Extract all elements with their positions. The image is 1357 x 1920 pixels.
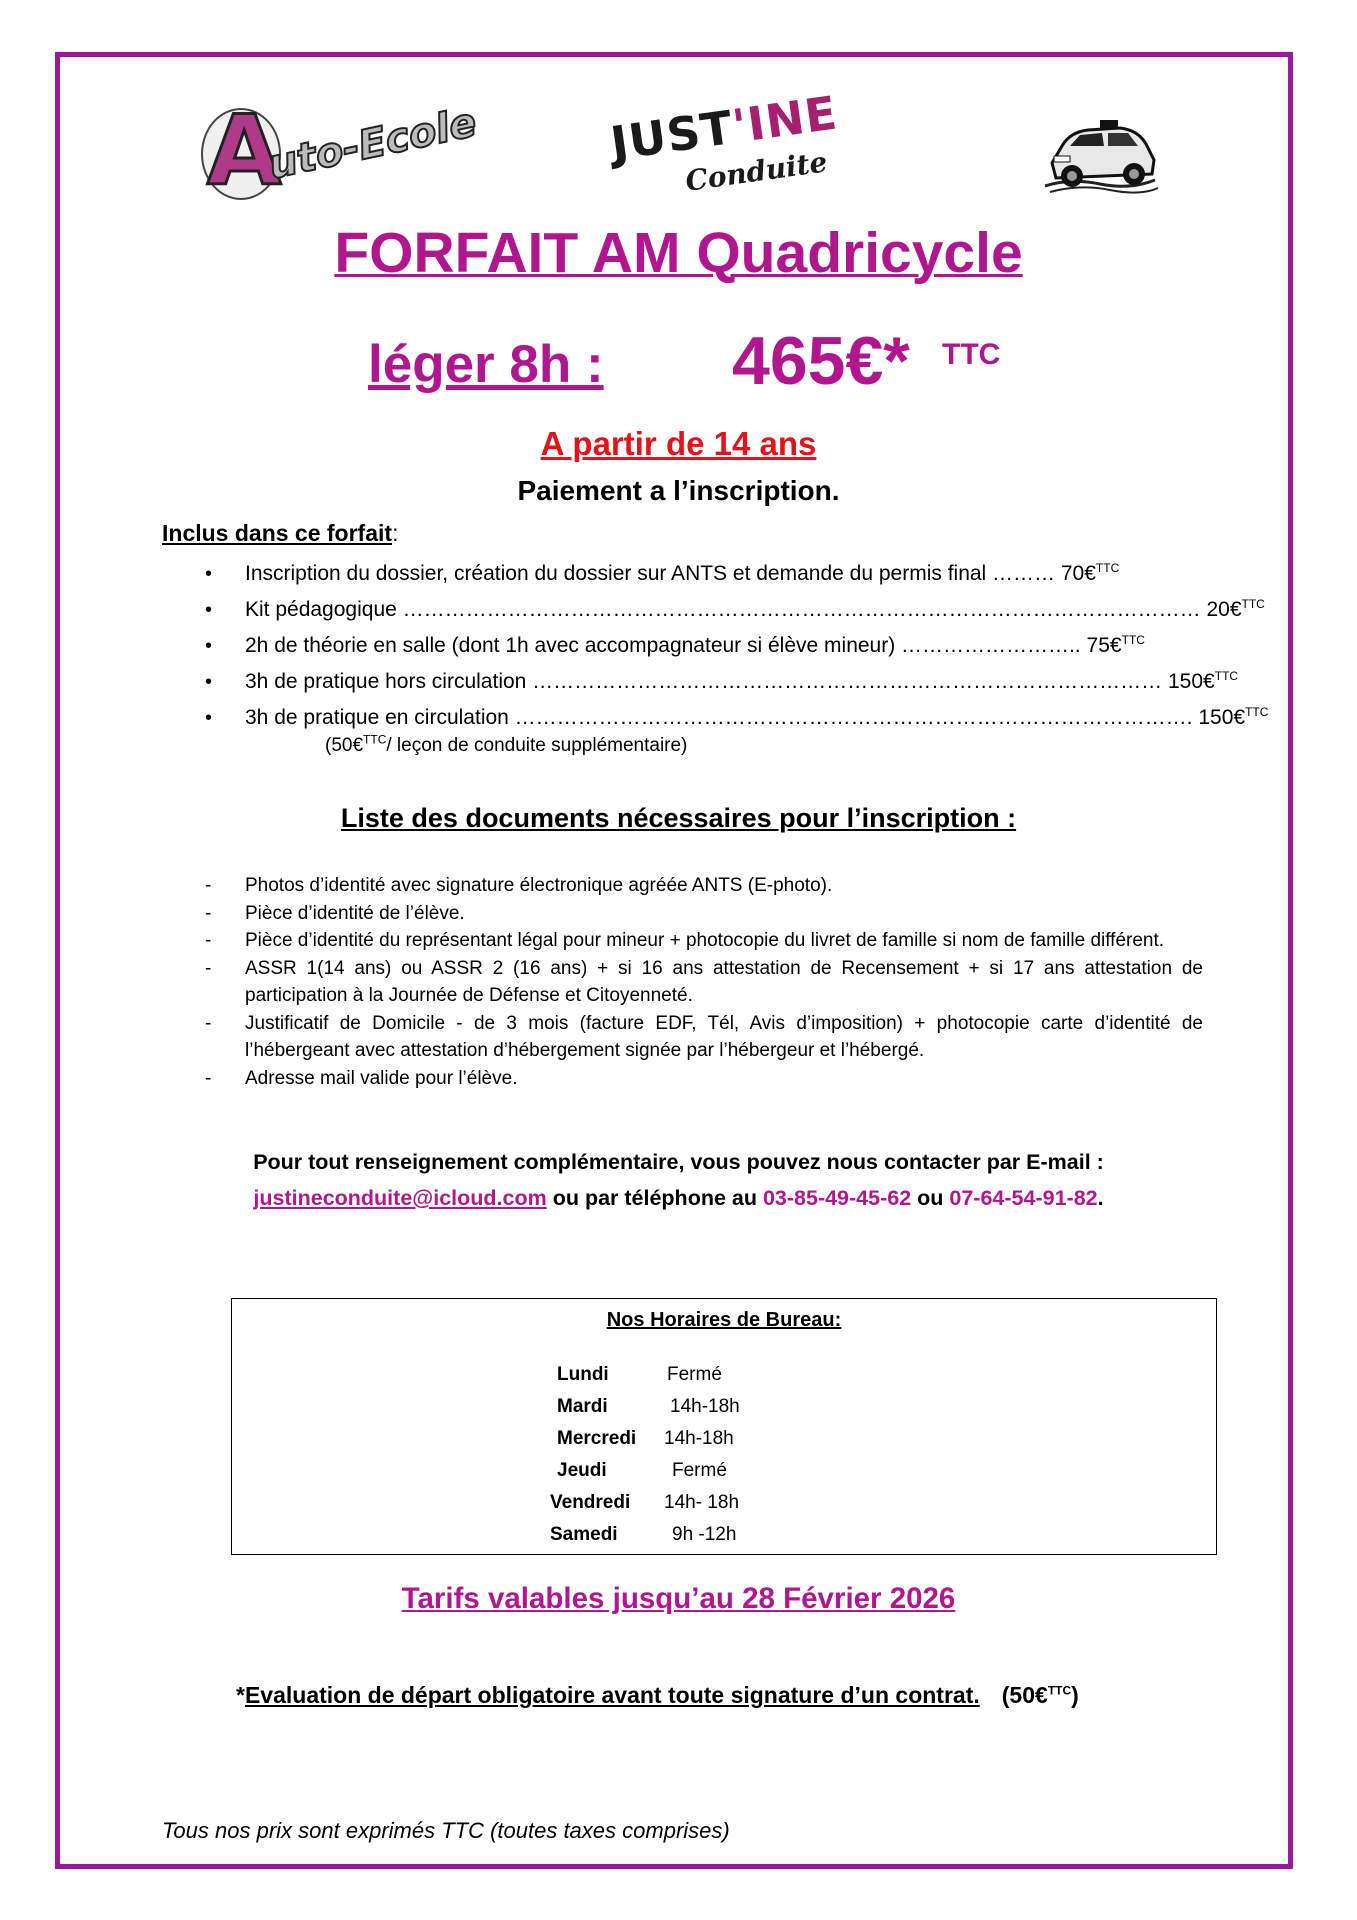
- doc-text: Justificatif de Domicile - de 3 mois (facture EDF, Tél, Avis d’imposition) + photocopie carte d’identité de l’hébergeant avec attestation d’hébergement signée par l’hébergeur et l’hébergé.: [245, 1012, 1203, 1061]
- phone-2[interactable]: 07-64-54-91-82: [949, 1186, 1098, 1210]
- bullet: •: [205, 599, 213, 621]
- list-item: [205, 664, 1239, 700]
- ttc-sup: TTC: [1047, 1683, 1072, 1698]
- eval-price-end: ): [1071, 1682, 1079, 1708]
- dash: -: [205, 902, 212, 924]
- footer-note: Tous nos prix sont exprimés TTC (toutes taxes comprises): [162, 1818, 730, 1843]
- hours-time: 14h-18h: [664, 1428, 734, 1449]
- dash: -: [205, 1067, 212, 1089]
- doc-text: Photos d’identité avec signature électronique agréée ANTS (E-photo).: [245, 875, 833, 896]
- item-text: 2h de théorie en salle (dont 1h avec accompagnateur si élève mineur) …………………….. 75€: [245, 634, 1122, 657]
- email-link[interactable]: justineconduite@icloud.com: [253, 1186, 547, 1210]
- payment-note: Paiement a l’inscription.: [517, 475, 840, 506]
- auto-ecole-logo: [197, 95, 481, 207]
- ttc-sup: TTC: [1241, 597, 1265, 611]
- dash: -: [205, 957, 212, 979]
- doc-text: Pièce d’identité du représentant légal pour mineur + photocopie du livret de famille si nom de famille différent.: [245, 930, 1165, 951]
- hours-day: Samedi: [550, 1524, 618, 1545]
- doc-text: Pièce d’identité de l’élève.: [245, 902, 465, 924]
- hours-day: Mardi: [557, 1396, 608, 1417]
- list-item: [205, 592, 1265, 628]
- hours-time: Fermé: [667, 1364, 722, 1385]
- documents-list: [205, 872, 1203, 1092]
- ttc-sup: TTC: [1095, 561, 1120, 575]
- list-item: [205, 1065, 1203, 1093]
- phone-1[interactable]: 03-85-49-45-62: [762, 1186, 912, 1210]
- list-item: [205, 872, 1203, 900]
- logo-letter: A: [207, 95, 282, 207]
- extra-text: / leçon de conduite supplémentaire): [386, 735, 688, 756]
- car-logo: [1040, 108, 1160, 198]
- hours-title: Nos Horaires de Bureau:: [606, 1309, 842, 1331]
- dash: -: [205, 1012, 212, 1034]
- list-item: [205, 927, 1203, 955]
- item-text: Kit pédagogique …………………………………………………………………………………………………… 20€: [245, 598, 1242, 621]
- ttc-sup: TTC: [1245, 705, 1269, 719]
- hours-day: Lundi: [557, 1364, 609, 1385]
- list-item: [205, 628, 1205, 664]
- list-item: [205, 900, 1203, 928]
- contact-text: ou par téléphone au: [546, 1186, 763, 1210]
- included-heading: [162, 520, 398, 547]
- logo-ine: 'INE: [729, 85, 841, 154]
- ttc-sup: TTC: [1214, 669, 1239, 683]
- eval-star: *: [236, 1682, 245, 1708]
- item-text: Inscription du dossier, création du dossier sur ANTS et demande du permis final ……… 70€: [245, 562, 1096, 585]
- contact-details: [0, 1186, 1357, 1211]
- eval-price: (50€: [1001, 1682, 1048, 1708]
- logo-text: uto-Ecole: [264, 99, 481, 189]
- ttc-sup: TTC: [1121, 633, 1145, 647]
- list-item: [205, 700, 1269, 736]
- hours-time: 14h- 18h: [664, 1492, 740, 1513]
- list-item: [205, 556, 1205, 592]
- bullet: •: [205, 635, 213, 657]
- dash: -: [205, 875, 212, 896]
- age-requirement: A partir de 14 ans: [540, 425, 817, 462]
- included-heading-text: Inclus dans ce forfait: [162, 520, 393, 546]
- validity-note: Tarifs valables jusqu’au 28 Février 2026: [401, 1582, 956, 1615]
- hours-time: 9h -12h: [672, 1524, 737, 1545]
- bullet: •: [205, 563, 213, 585]
- office-hours-box: [231, 1298, 1217, 1555]
- item-text: 3h de pratique en circulation ……………………………………………………………………………………. 150€: [245, 706, 1246, 729]
- hours-time: 14h-18h: [670, 1396, 740, 1417]
- hours-day: Mercredi: [557, 1428, 637, 1449]
- hours-time: Fermé: [672, 1460, 727, 1481]
- dash: -: [205, 930, 212, 951]
- extra-price: (50€: [325, 735, 364, 756]
- doc-text: ASSR 1(14 ans) ou ASSR 2 (16 ans) + si 16 ans attestation de Recensement + si 17 ans attestation de participation à la Journée de Défense et Citoyenneté.: [245, 957, 1203, 1006]
- included-list: [205, 556, 1269, 736]
- extra-lesson-note: [325, 732, 688, 757]
- title-line2: léger 8h :: [368, 335, 604, 394]
- included-colon: :: [392, 520, 399, 546]
- eval-text: Evaluation de départ obligatoire avant toute signature d’un contrat.: [244, 1682, 980, 1708]
- price: 465€*: [732, 323, 910, 399]
- list-item: [205, 955, 1203, 1010]
- contact-intro: Pour tout renseignement complémentaire, vous pouvez nous contacter par E-mail :: [253, 1150, 1104, 1174]
- documents-heading: Liste des documents nécessaires pour l’inscription :: [340, 803, 1017, 833]
- contact-end: .: [1097, 1186, 1104, 1210]
- hours-day: Jeudi: [557, 1460, 607, 1481]
- bullet: •: [205, 707, 213, 729]
- justine-conduite-logo: [605, 85, 841, 198]
- hours-day: Vendredi: [550, 1492, 631, 1513]
- ttc-sup: TTC: [363, 732, 387, 747]
- list-item: [205, 1010, 1203, 1065]
- logo-line2: Conduite: [683, 145, 830, 198]
- price-suffix: TTC: [942, 338, 1001, 371]
- logo-just: JUST: [607, 100, 737, 171]
- doc-text: Adresse mail valide pour l’élève.: [245, 1067, 518, 1089]
- item-text: 3h de pratique hors circulation ……………………………………………………………………………… 150€: [245, 670, 1215, 693]
- evaluation-note: [236, 1682, 1079, 1709]
- car-icon: [1040, 108, 1160, 198]
- contact-or: ou: [911, 1186, 950, 1210]
- page-title: FORFAIT AM Quadricycle: [334, 221, 1023, 285]
- bullet: •: [205, 671, 213, 693]
